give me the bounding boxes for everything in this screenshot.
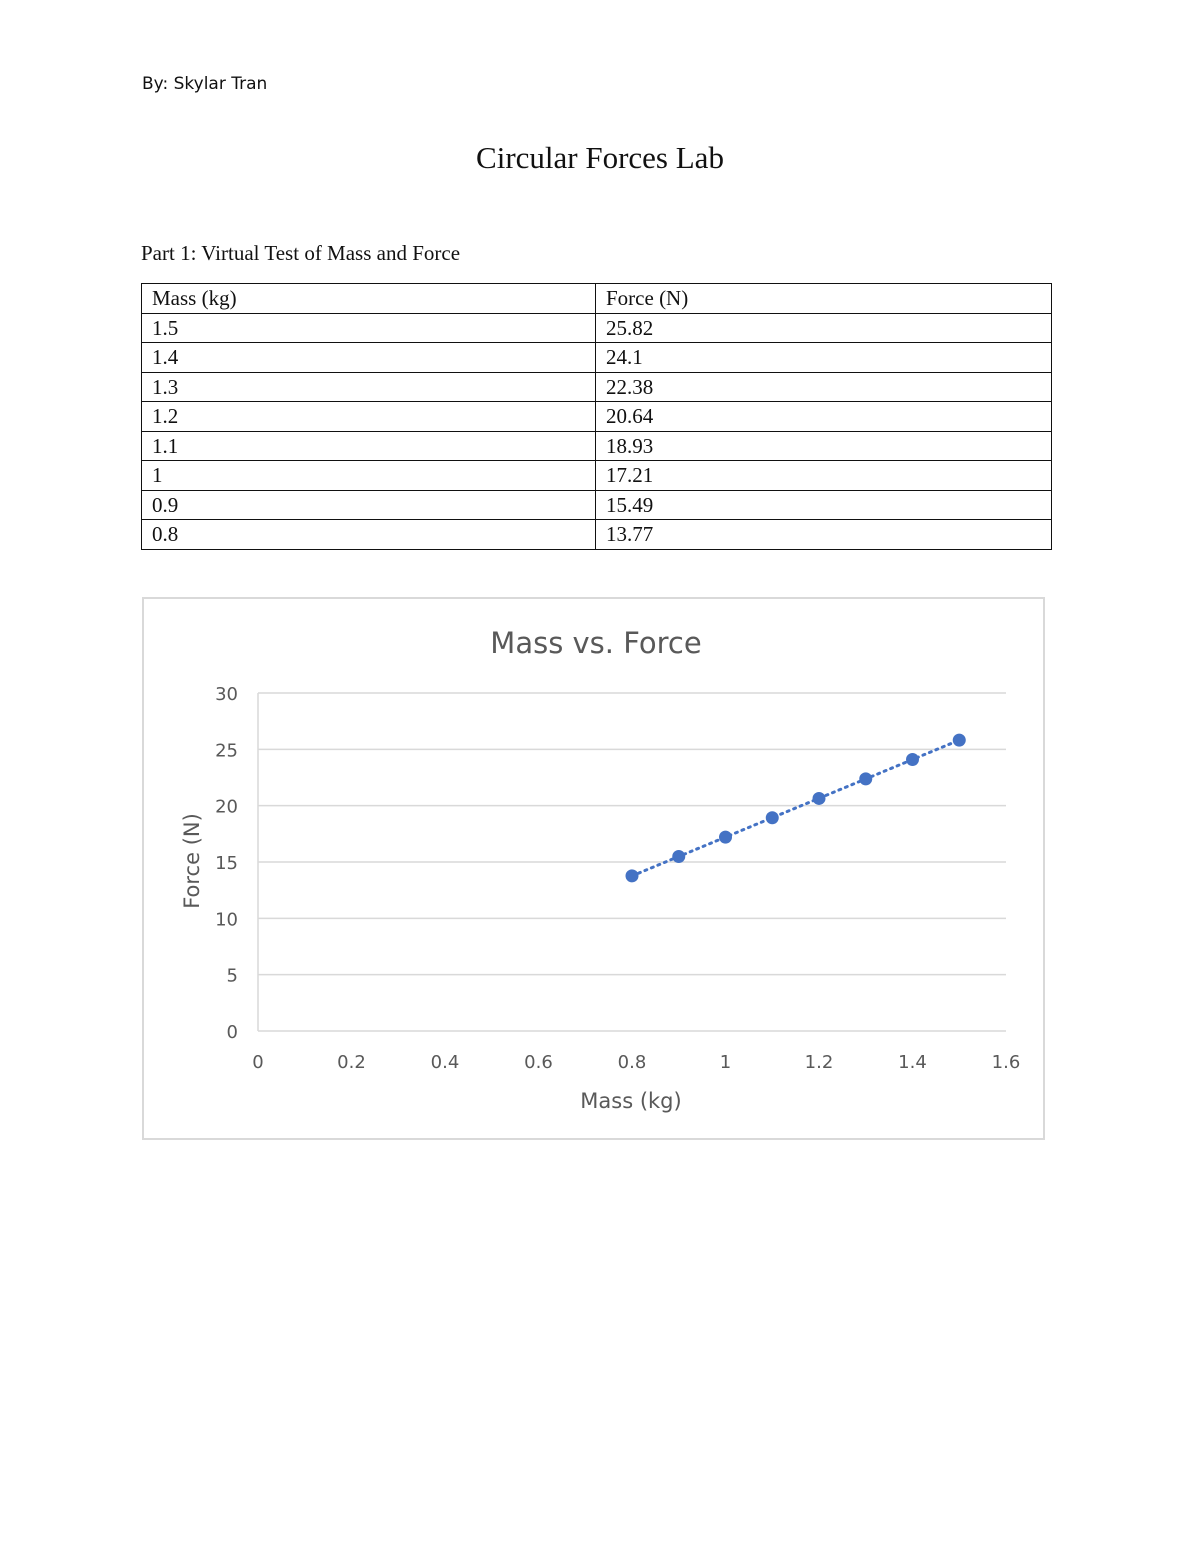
section-heading: Part 1: Virtual Test of Mass and Force: [141, 241, 461, 265]
chart-title: Mass vs. Force: [490, 626, 702, 660]
mass-force-chart: [144, 599, 1047, 1142]
table-row: [142, 520, 1052, 550]
x-axis-label: Mass (kg): [580, 1089, 682, 1113]
data-point: [953, 734, 966, 747]
mass-cell: 0.8: [142, 520, 596, 550]
x-tick-label: 0: [252, 1052, 264, 1073]
x-tick-label: 0.2: [337, 1052, 366, 1073]
x-tick-label: 1.2: [804, 1052, 834, 1073]
table-row: [142, 372, 1052, 402]
mass-cell: 1.1: [142, 431, 596, 461]
y-tick-label: 0: [226, 1022, 238, 1043]
y-tick-label: 5: [226, 965, 238, 987]
y-axis-label: Force (N): [180, 813, 204, 909]
table-row: [142, 431, 1052, 461]
force-cell: 18.93: [596, 431, 1052, 461]
x-tick-label: 0.4: [430, 1052, 460, 1073]
table-row: [142, 343, 1052, 373]
data-point: [859, 772, 872, 785]
x-tick-label: 1: [719, 1052, 732, 1073]
mass-cell: 0.9: [142, 490, 596, 520]
x-tick-label: 1.4: [898, 1052, 927, 1073]
force-cell: 15.49: [596, 490, 1052, 520]
force-cell: 22.38: [596, 372, 1052, 402]
x-tick-label: 0.6: [524, 1052, 553, 1073]
header-mass: Mass (kg): [142, 284, 596, 314]
author-byline: By: Skylar Tran: [142, 74, 268, 94]
mass-cell: 1.2: [142, 402, 596, 432]
mass-cell: 1.5: [142, 313, 596, 343]
data-point: [766, 811, 779, 824]
force-cell: 25.82: [596, 313, 1052, 343]
table-row: [142, 402, 1052, 432]
grid-lines: [258, 693, 1006, 1031]
chart-frame: [142, 597, 1045, 1140]
y-tick-label: 30: [215, 684, 238, 705]
force-cell: 13.77: [596, 520, 1052, 550]
y-tick-label: 25: [215, 740, 238, 762]
y-tick-label: 15: [215, 853, 238, 874]
table-row: [142, 461, 1052, 491]
document-title: Circular Forces Lab: [476, 140, 724, 175]
tick-labels: [215, 684, 1020, 1073]
x-tick-label: 1.6: [991, 1052, 1021, 1073]
mass-cell: 1.3: [142, 372, 596, 402]
force-cell: 20.64: [596, 402, 1052, 432]
data-point: [626, 869, 639, 882]
y-tick-label: 20: [215, 796, 238, 818]
data-point: [906, 753, 919, 766]
y-tick-label: 10: [215, 909, 238, 931]
mass-cell: 1.4: [142, 343, 596, 373]
table-header-row: [142, 284, 1052, 314]
x-tick-label: 0.8: [617, 1052, 647, 1073]
mass-cell: 1: [142, 461, 596, 491]
header-force: Force (N): [596, 284, 1052, 314]
table-row: [142, 313, 1052, 343]
table-row: [142, 490, 1052, 520]
force-cell: 17.21: [596, 461, 1052, 491]
data-point: [672, 850, 685, 863]
data-point: [813, 792, 826, 805]
mass-force-table: [141, 283, 1052, 550]
force-cell: 24.1: [596, 343, 1052, 373]
data-point: [719, 831, 732, 844]
